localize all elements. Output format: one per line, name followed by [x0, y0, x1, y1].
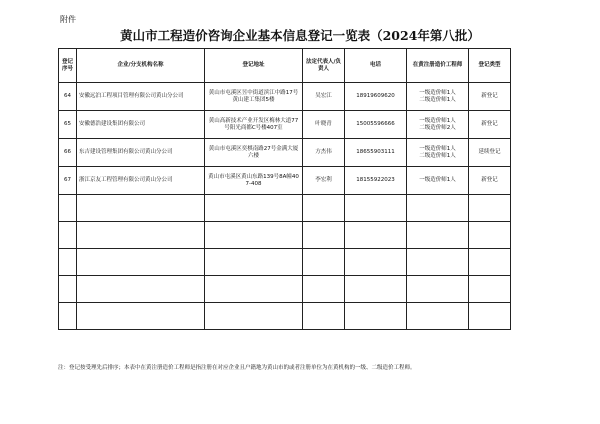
cell-company: 浙江京友工程管理有限公司黄山分公司 [77, 167, 205, 195]
cell-phone: 18655903111 [345, 139, 407, 167]
cell-phone: 15005596666 [345, 111, 407, 139]
cell-legal-rep: 吴宏江 [303, 83, 345, 111]
cell-address: 黄山高新技术产业开发区梅林大道77号阳光商都C号楼407室 [205, 111, 303, 139]
cell-seq: 66 [59, 139, 77, 167]
cell-seq: 65 [59, 111, 77, 139]
cell-legal-rep: 叶晓青 [303, 111, 345, 139]
attachment-label: 附件 [60, 15, 76, 24]
table-row [59, 83, 511, 111]
cell-type: 新登记 [469, 83, 511, 111]
page-title: 黄山市工程造价咨询企业基本信息登记一览表（2024年第八批） [120, 28, 480, 43]
cell-address: 黄山市屯溪区奕棋南路27号金满大厦六楼 [205, 139, 303, 167]
empty-row [59, 195, 511, 222]
table-header-row [59, 49, 511, 83]
header-legal-rep: 法定代表人/负责人 [303, 49, 345, 83]
cell-type: 延续登记 [469, 139, 511, 167]
header-type: 登记类型 [469, 49, 511, 83]
cell-company: 东吉建设管理集团有限公司黄山分公司 [77, 139, 205, 167]
engineer-line: 二级造价师2人 [419, 124, 456, 131]
empty-row [59, 303, 511, 330]
table-row [59, 167, 511, 195]
cell-company: 安徽远泊工程项目管理有限公司黄山分公司 [77, 83, 205, 111]
engineer-line: 一级造价师1人 [419, 145, 456, 152]
header-engineers: 在黄注册造价工程师 [407, 49, 469, 83]
engineer-line: 一级造价师1人 [419, 117, 456, 124]
engineer-line: 二级造价师1人 [419, 96, 456, 103]
cell-address: 黄山市屯溪区昱中街道滨江中路17号黄山建工集团5楼 [205, 83, 303, 111]
cell-engineers [407, 83, 469, 111]
cell-engineers [407, 139, 469, 167]
cell-seq: 64 [59, 83, 77, 111]
registration-table [58, 48, 511, 330]
header-seq: 登记序号 [59, 49, 77, 83]
engineer-line: 一级造价师1人 [419, 177, 456, 183]
empty-row [59, 249, 511, 276]
cell-engineers [407, 111, 469, 139]
cell-engineers [407, 167, 469, 195]
engineer-line: 一级造价师1人 [419, 89, 456, 96]
engineer-line: 二级造价师1人 [419, 152, 456, 159]
header-phone: 电话 [345, 49, 407, 83]
header-company: 企业/分支机构名称 [77, 49, 205, 83]
empty-row [59, 222, 511, 249]
cell-address: 黄山市屯溪区黄山东路139号8A幢407-408 [205, 167, 303, 195]
cell-seq: 67 [59, 167, 77, 195]
cell-type: 新登记 [469, 111, 511, 139]
cell-type: 新登记 [469, 167, 511, 195]
empty-row [59, 276, 511, 303]
cell-legal-rep: 方杰伟 [303, 139, 345, 167]
table-row [59, 139, 511, 167]
table-row [59, 111, 511, 139]
header-address: 登记地址 [205, 49, 303, 83]
footnote: 注：登记按受理先后排序；本表中在黄注册造价工程师是指注册在对应企业且户籍地为黄山市的或者注册单位为在黄机构的一级、二级造价工程师。 [58, 365, 416, 371]
cell-phone: 18919609620 [345, 83, 407, 111]
cell-phone: 18155922023 [345, 167, 407, 195]
cell-legal-rep: 李宏利 [303, 167, 345, 195]
cell-company: 安徽德浩建设集团有限公司 [77, 111, 205, 139]
